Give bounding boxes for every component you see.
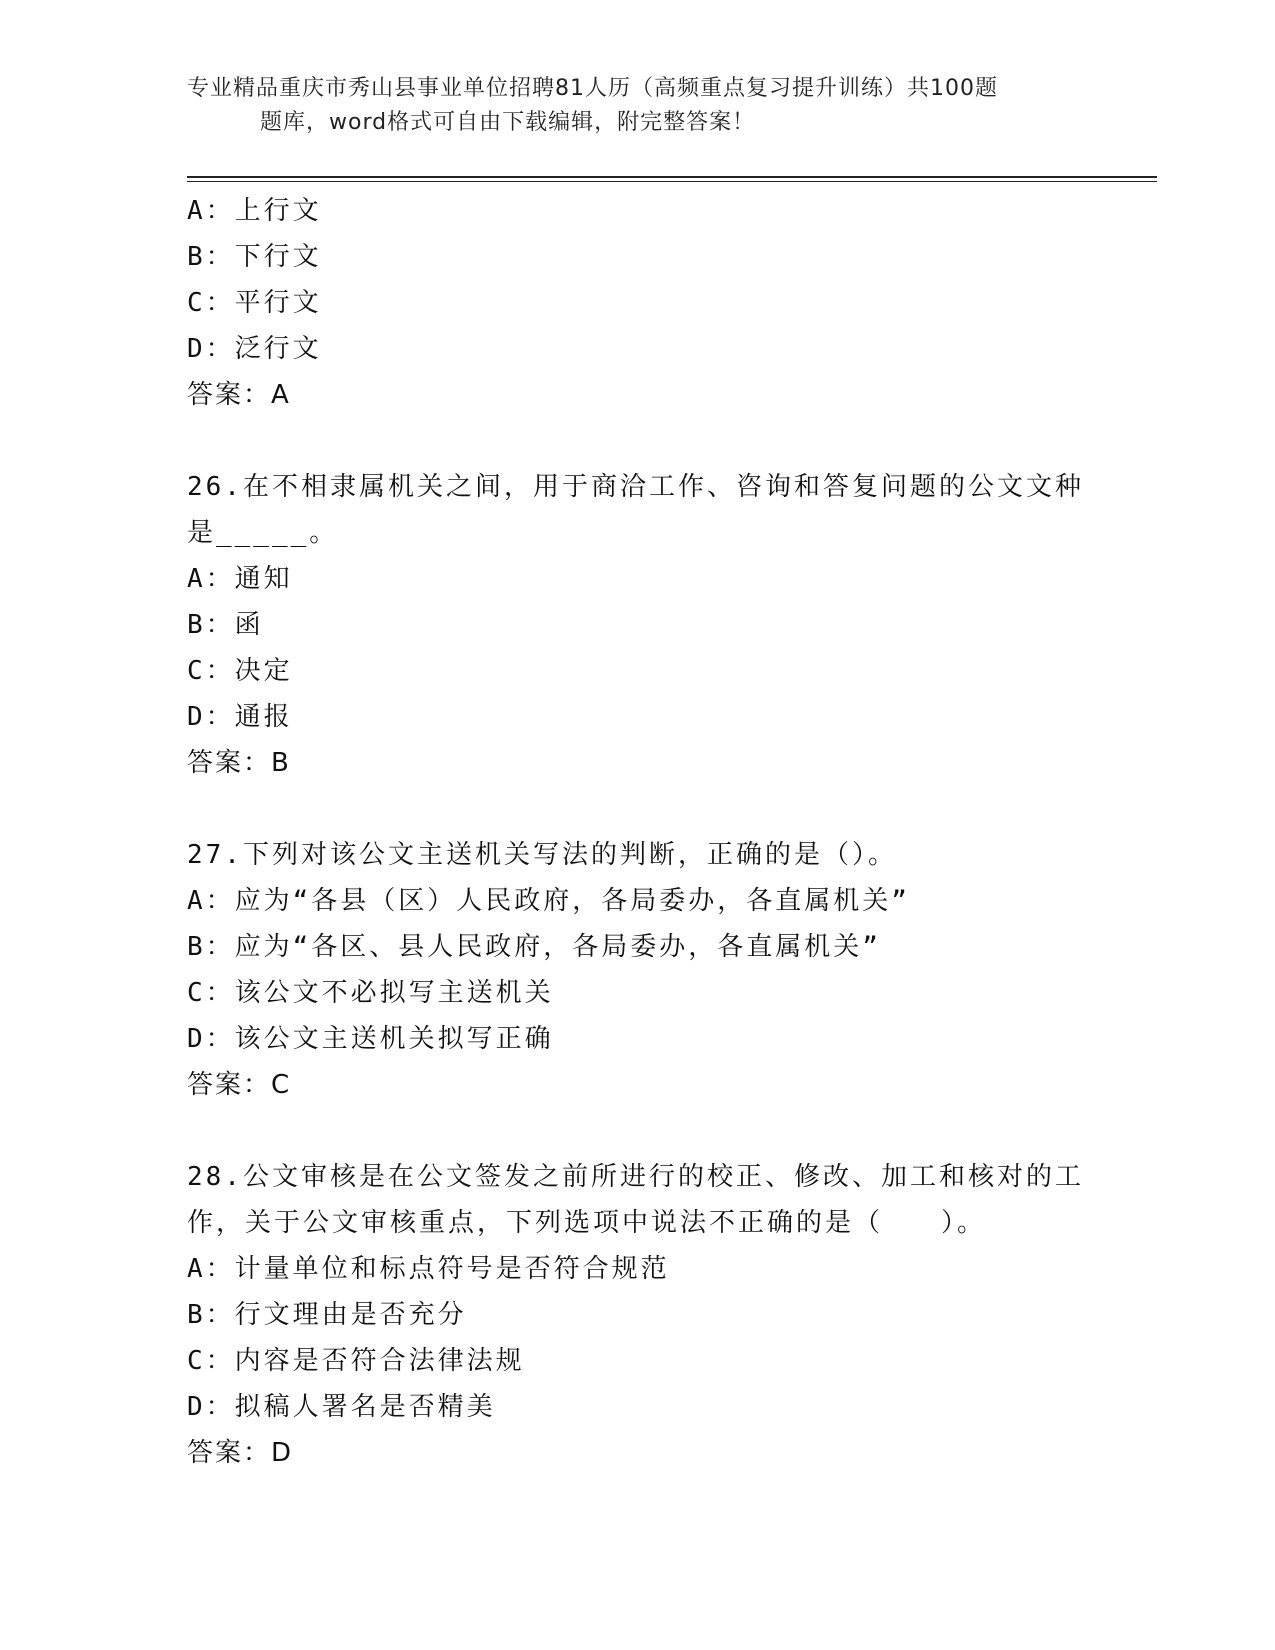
option-d: D：拟稿人署名是否精美 [187, 1392, 496, 1422]
answer-value: D [271, 1438, 293, 1468]
question-text-line-1: 27.下列对该公文主送机关写法的判断，正确的是（）。 [187, 840, 897, 870]
answer-line [187, 1062, 1087, 1108]
option-d: D：通报 [187, 702, 293, 732]
option-d: D：泛行文 [187, 334, 322, 364]
answer-line [187, 372, 1087, 418]
option-c: C：平行文 [187, 288, 322, 318]
question-text-line-1: 28.公文审核是在公文签发之前所进行的校正、修改、加工和核对的工 [187, 1162, 1084, 1192]
question-text-line-2: 作，关于公文审核重点，下列选项中说法不正确的是（ ）。 [187, 1208, 987, 1238]
question-25-options [187, 188, 1087, 418]
option-c: C：内容是否符合法律法规 [187, 1346, 525, 1376]
option-d: D：该公文主送机关拟写正确 [187, 1024, 554, 1054]
question-text-line-2: 是_____。 [187, 518, 339, 548]
option-b: B：函 [187, 610, 264, 640]
option-b: B：行文理由是否充分 [187, 1300, 467, 1330]
answer-value: C [271, 1070, 291, 1100]
document-body [187, 188, 1087, 1476]
option-a: A：应为“各县（区）人民政府，各局委办，各直属机关” [187, 886, 910, 916]
answer-label: 答案： [187, 1438, 272, 1468]
spacer [187, 1108, 1087, 1154]
option-a: A：计量单位和标点符号是否符合规范 [187, 1254, 670, 1284]
answer-line [187, 740, 1087, 786]
option-a: A：通知 [187, 564, 293, 594]
spacer [187, 786, 1087, 832]
answer-value: B [271, 748, 290, 778]
question-text-line-1: 26.在不相隶属机关之间，用于商洽工作、咨询和答复问题的公文文种 [187, 472, 1084, 502]
option-c: C：决定 [187, 656, 293, 686]
option-b: B：应为“各区、县人民政府，各局委办，各直属机关” [187, 932, 881, 962]
spacer [187, 418, 1087, 464]
question-28 [187, 1154, 1087, 1476]
header-line-2: 题库，word格式可自由下载编辑，附完整答案！ [260, 110, 756, 135]
answer-label: 答案： [187, 1070, 272, 1100]
question-27 [187, 832, 1087, 1108]
header-rule-thick [187, 176, 1157, 178]
question-26 [187, 464, 1087, 786]
answer-value: A [271, 380, 290, 410]
option-b: B：下行文 [187, 242, 322, 272]
option-a: A：上行文 [187, 196, 322, 226]
answer-label: 答案： [187, 748, 272, 778]
header-rule-thin [187, 181, 1157, 182]
answer-line [187, 1430, 1087, 1476]
answer-label: 答案： [187, 380, 272, 410]
option-c: C：该公文不必拟写主送机关 [187, 978, 554, 1008]
header-line-1: 专业精品重庆市秀山县事业单位招聘81人历（高频重点复习提升训练）共100题 [187, 76, 998, 101]
page-header [187, 72, 1087, 140]
